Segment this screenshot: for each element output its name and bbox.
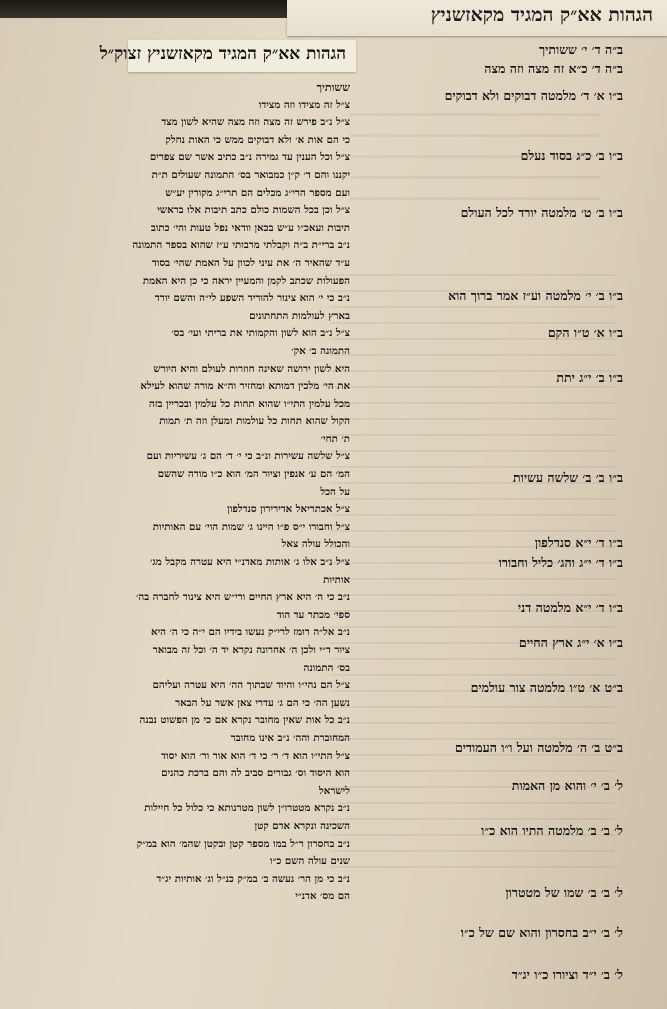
commentary-line: נ״ב ברי״ת ב״ה וקבלתי מרבותי ע״ז שהוא בספר התמונה — [132, 239, 350, 252]
commentary-line: נ״ב נקרא מטטרו״ן לשון מטרנותא כי כלול כל חיילות — [144, 802, 350, 815]
commentary-line: ע״ד שהאיר ה׳ את עיני לכוון על האמת שהי׳ בסוד — [151, 256, 350, 269]
header-strip — [287, 0, 667, 36]
commentary-line: נ״ב כי ה׳ היא ארץ החיים ורי״ש היא צינור לחברה בה׳ — [136, 591, 350, 604]
commentary-line: הפעולות שכתב לקמן והמעיין יראה כי כן היא האמת — [142, 274, 350, 287]
commentary-line: צ״ל וכל הענין עד גמירה נ״ב כתיב אשר שם צפרים — [149, 151, 350, 164]
commentary-line: הוא היסוד וס׳ גבורים סביב לה והם ברכת כהנים — [161, 767, 350, 780]
commentary-line: צ״ל הם נהי״ו והיוד שבתוך הה׳ היא עטרה ועליהם — [152, 679, 350, 692]
reference-entry: ב״ו ד׳ י״א סנדלפון — [534, 535, 623, 550]
commentary-line: נ״ב כי מן הר׳ נעשה ב׳ במ״ק כנ״ל וג׳ אותיות יג״ד — [156, 872, 350, 885]
commentary-line: שנים עולה השם כ״ו — [269, 855, 350, 868]
commentary-line: בס׳ התמונה — [303, 661, 350, 674]
commentary-line: כי הם אות א׳ ולא דבוקים ממש כי האות נחלק — [165, 133, 350, 146]
strip-title: הגהות אא״ק המגיד מקאזשניץ — [430, 4, 653, 26]
commentary-line: תיבות ועאכ״ו ע״ש בכאן וודאי נפל טעות והי׳ כתוב — [150, 221, 350, 234]
title-banner — [99, 40, 356, 72]
commentary-line: צ״ל וחבורו י״ס פ״ו היינו ג׳ שמות הוי׳ עם האותיות — [152, 520, 350, 533]
commentary-line: הקול שהוא תחות כל עולמות ומעלן וזה ת׳ תמות — [159, 415, 350, 428]
reference-entry: ב״ט א׳ ט״ו מלמטה צור עולמים — [470, 680, 623, 695]
commentary-line: נ״ב בחסרון ר״ל במו מספר קטן ובקטן שהמ׳ הוא במ״ק — [136, 837, 350, 850]
reference-entry: ב״ו ד׳ י״א מלמטה דני — [517, 600, 623, 615]
commentary-line: צ״ל שלשה עשירות ונ״ב כי י׳ ד׳ הם ג׳ עשיריות ועם — [146, 450, 350, 463]
reference-entry: ל׳ ב׳ ב׳ מלמטה התיו הוא כ״ו — [481, 823, 623, 838]
reference-entry: ל׳ ב׳ ב׳ שמו של מטטרון — [505, 885, 623, 900]
commentary-line: צ״ל וכן בכל השמות כולם כתב תיבות אלו בראשי — [157, 204, 350, 217]
commentary-line: מכל עלמין התי״ו שהוא תחות כל עלמין ובכריין בזה — [148, 397, 350, 410]
commentary-line: את הי׳ מלכין דמותא ומחזיר וה״א מורה שהוא לעילא — [140, 380, 350, 393]
left-column-commentary — [120, 79, 350, 906]
reference-entry: ב״ו א׳ י״ג ארץ החיים — [518, 635, 623, 650]
commentary-line: נ״ב כי י׳ הוא צינור להוריד השפע לי״ה והשם יורד — [154, 292, 350, 305]
commentary-line: צ״ל נ״ב פירש זה מצה וזה מצה שהיא לשון מצד — [161, 116, 350, 129]
reference-entry: ב״ו ב׳ י׳ מלמטה וע״ז אמר ברוך הוא — [448, 288, 623, 303]
commentary-line: אותיות — [323, 573, 350, 586]
commentary-line: לישראל — [319, 784, 350, 797]
commentary-line: והכולל עולה צאל — [281, 538, 350, 551]
reference-entry: ב״ה ד׳ י׳ ששותיך — [538, 42, 623, 57]
reference-entry: ב״ו ד׳ י״ג והג׳ כליל וחבורו — [498, 555, 623, 570]
reference-entry: ב״ו א׳ ד׳ מלמטה דבוקים ולא דבוקים — [444, 88, 623, 103]
commentary-line: הם מס׳ אדנ״י — [295, 890, 350, 903]
commentary-line: היא לשון ירושה שאינה חוזרות לעולם והיא היורש — [153, 362, 350, 375]
commentary-line: יקננו והם ד׳ ק״ן כמבואר בס׳ התמונה שעולים ת״ת — [151, 168, 350, 181]
reference-entry: ב״ו ב׳ כ״ג בסוד נעלם — [520, 148, 623, 163]
commentary-line: נ״ב אל״ה רומז לרי״ק נעשו בידיו הם י״ה כי ה׳ היא — [150, 626, 350, 639]
reference-entry: ב״ו ב׳ י״ג יתת — [556, 370, 623, 385]
commentary-line: צ״ל זה מצידו וזה מצידו — [258, 98, 350, 111]
commentary-line: נשען הה׳ כי הם ג׳ עדרי צאן אשר על הבאר — [175, 696, 350, 709]
commentary-line: ספי׳ מכתר עד הוד — [276, 608, 350, 621]
commentary-line: ועם מספר הרי״ג מכלים הם תרי״ג מקורין יע״ש — [165, 186, 350, 199]
commentary-line: השכינה ונקרא אדם קטן — [254, 819, 350, 832]
commentary-line: המ׳ הם ע׳ אנפין וציור המ׳ הוא כ״ו מורה שהשם — [157, 468, 350, 481]
commentary-line: צ״ל התי״ו הוא ד׳ ר׳ כי ד׳ הוא אור ור׳ הוא יסוד — [161, 749, 350, 762]
commentary-line: ת׳ תחי׳ — [320, 432, 350, 445]
commentary-line: בארץ לעולמות התחתונים — [249, 309, 350, 322]
reference-entry: ל׳ ב׳ י״ב בחסרון והוא שם של כ״ו — [460, 925, 623, 940]
commentary-line: צ״ל נ״ב אלו ג׳ אותות מאדנ״י היא עטרה מקבל מג׳ — [150, 556, 350, 569]
commentary-line: ששותיך — [316, 81, 350, 94]
commentary-line: צ״ל אכתריאל אדירירון סנדלפון — [227, 503, 350, 516]
reference-entry: ב״ה ד׳ כ״א זה מצה וזה מצה — [484, 61, 623, 76]
commentary-line: התמונה ב׳ אק׳ — [291, 344, 350, 357]
commentary-line: על הכל — [320, 485, 350, 498]
commentary-line: המחוברת והה׳ נ״ב אינו מחובר — [230, 731, 350, 744]
reference-entry: ב״ט ב׳ ה׳ מלמטה ועל ו״ו העמודים — [454, 740, 623, 755]
commentary-line: ציור ד״י ולכן ה׳ אחרונה נקרא יד ה׳ וכל זה מבואר — [152, 644, 350, 656]
reference-entry: ל׳ ב׳ י׳ והוא מן האמות — [511, 778, 623, 793]
banner-title: הגהות אא״ק המגיד מקאזשניץ זצוק״ל — [99, 44, 346, 64]
commentary-line: נ״ב כל אות שאין מחובר נקרא אם כי מן הפשוט נבנה — [139, 714, 350, 727]
reference-entry: ב״ו ב׳ ט׳ מלמטה יורד לכל העולם — [460, 205, 623, 220]
reference-entry: ב״ו א׳ ט״ו הקם — [547, 325, 623, 340]
commentary-line: צ״ל נ״ב הוא לשון והקמותי את בריתי ועי׳ בס׳ — [171, 327, 350, 340]
reference-entry: ב״ו ב׳ ב׳ שלשה עשיות — [513, 470, 623, 485]
reference-entry: ל׳ ב׳ י״ד וציורו כ״ו יג״ד — [511, 967, 623, 982]
